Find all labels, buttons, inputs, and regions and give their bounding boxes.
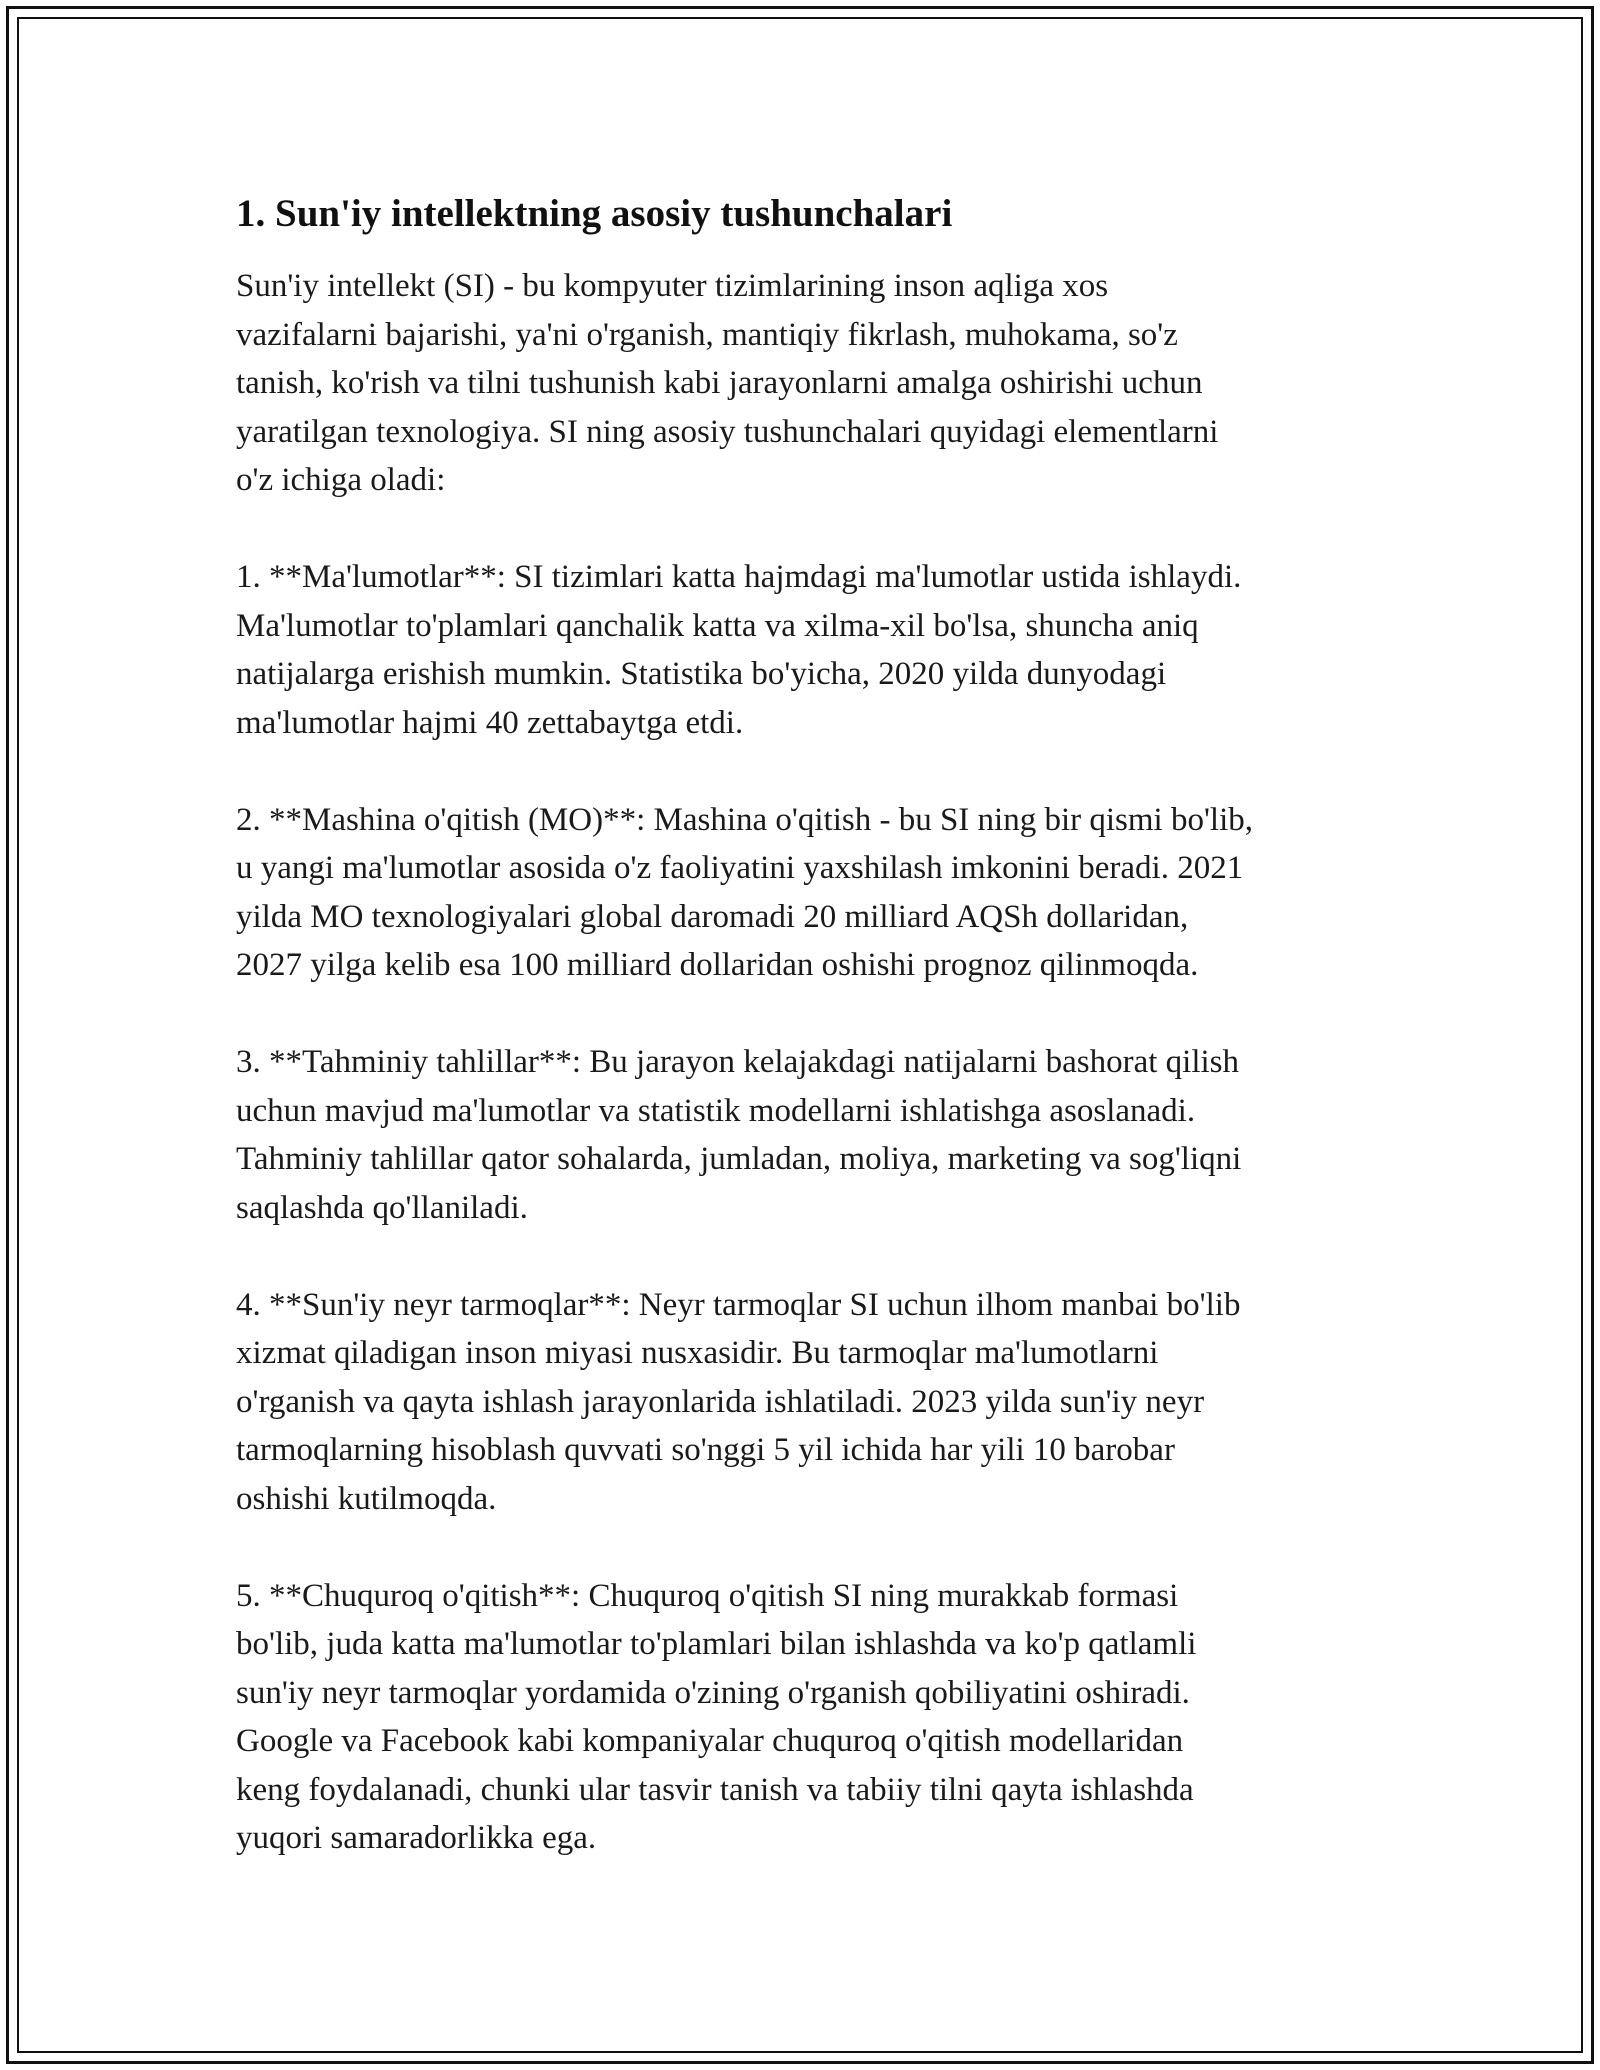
list-item-predictive-analytics: 3. **Tahminiy tahlillar**: Bu jarayon kelajakdagi natijalarni bashorat qilish uchun mavjud ma'lumotlar va statistik modellarni ishlatishga asoslanadi. Tahminiy tahlillar qator sohalarda, jumladan, moliya, marketing va sog'liqni saqlashda qo'llaniladi. xyxy=(236,1044,1242,1226)
list-item-machine-learning: 2. **Mashina o'qitish (MO)**: Mashina o'qitish - bu SI ning bir qismi bo'lib, u yangi ma'lumotlar asosida o'z faoliyatini yaxshilash imkonini beradi. 2021 yilda MO texnologiyalari global daromadi 20 milliard AQSh dollaridan, 2027 yilga kelib esa 100 milliard dollaridan oshishi prognoz qilinmoqda. xyxy=(236,801,1253,983)
list-item-deep-learning: 5. **Chuquroq o'qitish**: Chuquroq o'qitish SI ning murakkab formasi bo'lib, juda katta ma'lumotlar to'plamlari bilan ishlashda va ko'p qatlamli sun'iy neyr tarmoqlar yordamida o'zining o'rganish qobiliyatini oshiradi. Google va Facebook kabi kompaniyalar chuquroq o'qitish modellaridan keng foydalanadi, chunki ular tasvir tanish va tabiiy tilni qayta ishlashda yuqori samaradorlikka ega. xyxy=(236,1577,1197,1856)
list-item-neural-networks: 4. **Sun'iy neyr tarmoqlar**: Neyr tarmoqlar SI uchun ilhom manbai bo'lib xizmat qiladigan inson miyasi nusxasidir. Bu tarmoqlar ma'lumotlarni o'rganish va qayta ishlash jarayonlarida ishlatiladi. 2023 yilda sun'iy neyr tarmoqlarning hisoblash quvvati so'nggi 5 yil ichida har yili 10 barobar oshishi kutilmoqda. xyxy=(236,1286,1241,1517)
document-body xyxy=(236,186,1386,1911)
intro-paragraph: Sun'iy intellekt (SI) - bu kompyuter tizimlarining inson aqliga xos vazifalarni bajarishi, ya'ni o'rganish, mantiqiy fikrlash, muhokama, so'z tanish, ko'rish va tilni tushunish kabi jarayonlarni amalga oshirishi uchun yaratilgan texnologiya. SI ning asosiy tushunchalari quyidagi elementlarni o'z ichiga oladi: xyxy=(236,268,1219,498)
list-item-data: 1. **Ma'lumotlar**: SI tizimlari katta hajmdagi ma'lumotlar ustida ishlaydi. Ma'lumotlar to'plamlari qanchalik katta va xilma-xil bo'lsa, shuncha aniq natijalarga erishish mumkin. Statistika bo'yicha, 2020 yilda dunyodagi ma'lumotlar hajmi 40 zettabaytga etdi. xyxy=(236,559,1242,741)
section-heading: 1. Sun'iy intellektning asosiy tushunchalari xyxy=(236,192,953,235)
